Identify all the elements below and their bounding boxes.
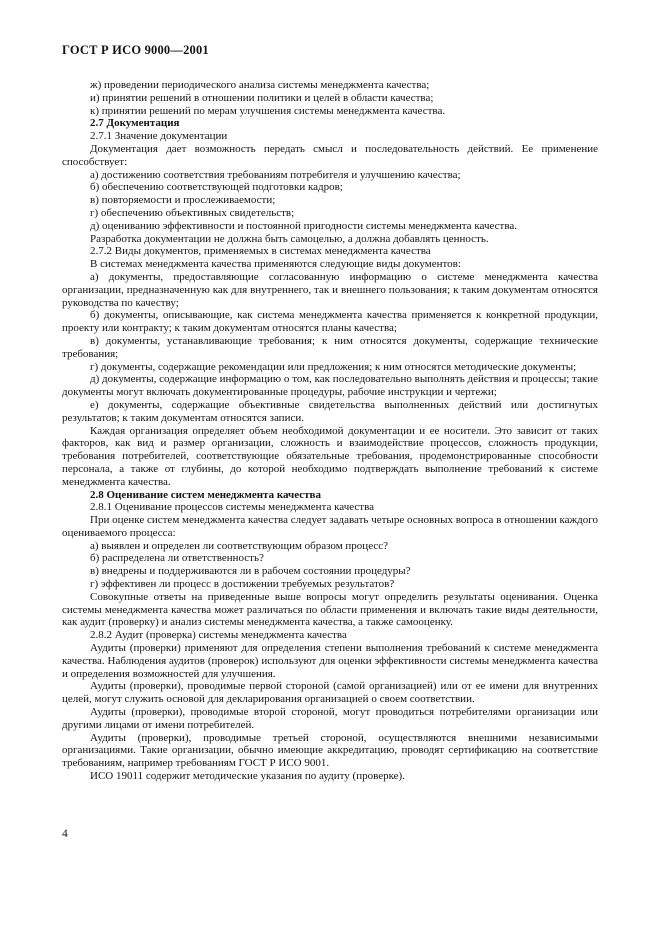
subsection-heading-2-8-2: 2.8.2 Аудит (проверка) системы менеджмента качества xyxy=(90,629,347,642)
list-item: в) документы, устанавливающие требования; к ним относятся документы, содержащие технические требования; xyxy=(62,334,598,360)
list-item: г) документы, содержащие рекомендации или предложения; к ним относятся методические документы; xyxy=(90,360,577,373)
list-item: в) повторяемости и прослеживаемости; xyxy=(90,194,276,207)
paragraph: Разработка документации не должна быть самоцелью, а должна добавлять ценность. xyxy=(90,232,489,245)
list-item: д) оцениванию эффективности и постоянной пригодности системы менеджмента качества. xyxy=(90,219,517,232)
list-item: а) выявлен и определен ли соответствующим образом процесс? xyxy=(90,539,388,552)
paragraph: В системах менеджмента качества применяются следующие виды документов: xyxy=(90,258,461,271)
paragraph: Совокупные ответы на приведенные выше вопросы могут определить результаты оценивания. Оценка системы менеджмента качества может различаться по области применения и включать такие виды деятельности, как аудит (проверку) и анализ системы менеджмента качества, а также самооценку. xyxy=(62,590,598,629)
document-body xyxy=(62,79,598,783)
list-item: в) внедрены и поддерживаются ли в рабочем состоянии процедуры? xyxy=(90,565,411,578)
section-heading-2-8: 2.8 Оценивание систем менеджмента качества xyxy=(90,488,321,501)
subsection-heading-2-8-1: 2.8.1 Оценивание процессов системы менеджмента качества xyxy=(90,501,375,514)
subsection-heading-2-7-2: 2.7.2 Виды документов, применяемых в системах менеджмента качества xyxy=(90,245,431,258)
paragraph: При оценке систем менеджмента качества следует задавать четыре основных вопроса в отношении каждого оцениваемого процесса: xyxy=(62,514,598,539)
list-item: б) обеспечению соответствующей подготовки кадров; xyxy=(90,181,343,194)
paragraph: Аудиты (проверки), проводимые первой стороной (самой организацией) или от ее имени для внутренних целей, могут служить основой для декларирования организацией о своем соответствии. xyxy=(62,680,598,706)
list-item: б) распределена ли ответственность? xyxy=(90,552,264,565)
list-item: г) эффективен ли процесс в достижении требуемых результатов? xyxy=(90,578,395,591)
page-number: 4 xyxy=(62,828,68,840)
paragraph: Документация дает возможность передать смысл и последовательность действий. Ее применение способствует: xyxy=(62,142,598,168)
subsection-heading-2-7-1: 2.7.1 Значение документации xyxy=(90,130,228,143)
paragraph: ИСО 19011 содержит методические указания по аудиту (проверке). xyxy=(90,770,405,783)
list-item: а) достижению соответствия требованиям потребителя и улучшению качества; xyxy=(90,168,461,181)
list-item-i: и) принятии решений в отношении политики и целей в области качества; xyxy=(90,91,434,104)
section-heading-2-7: 2.7 Документация xyxy=(90,117,180,130)
list-item: г) обеспечению объективных свидетельств; xyxy=(90,206,295,219)
paragraph: Аудиты (проверки), проводимые второй стороной, могут проводиться потребителями организации или другими лицами от имени потребителей. xyxy=(62,706,598,731)
paragraph: Каждая организация определяет объем необходимой документации и ее носители. Это зависит от таких факторов, как вид и размер организации, сложность и взаимодействие процессов, сложность продукции, требования потребителей, соответствующие обязательные требования, продемонстрированные способности персонала, а также от глубины, до которой необходимо подтверждать выполнение требований к системе менеджмента качества. xyxy=(62,424,598,488)
list-item: а) документы, предоставляющие согласованную информацию о системе менеджмента качества организации, предназначенную как для внутреннего, так и внешнего пользования; к таким документам относятся руководства по качеству; xyxy=(62,270,598,309)
list-item: е) документы, содержащие объективные свидетельства выполненных действий или достигнутых результатов; к таким документам относятся записи. xyxy=(62,398,598,424)
list-item-k: к) принятии решений по мерам улучшения системы менеджмента качества. xyxy=(90,104,446,117)
list-item: б) документы, описывающие, как система менеджмента качества применяется к конкретной продукции, проекту или контракту; к таким документам относятся планы качества; xyxy=(62,309,598,335)
document-header: ГОСТ Р ИСО 9000—2001 xyxy=(62,43,209,57)
list-item-zh: ж) проведении периодического анализа системы менеджмента качества; xyxy=(90,79,430,91)
list-item: д) документы, содержащие информацию о том, как последовательно выполнять действия и процессы; такие документы могут включать документированные процедуры, рабочие инструкции и чертежи; xyxy=(62,373,598,399)
paragraph: Аудиты (проверки) применяют для определения степени выполнения требований к системе менеджмента качества. Наблюдения аудитов (проверок) используют для оценки эффективности системы менеджмента качества и определения возможностей для улучшения. xyxy=(62,642,598,680)
paragraph: Аудиты (проверки), проводимые третьей стороной, осуществляются внешними независимыми организациями. Такие организации, обычно имеющие аккредитацию, проводят сертификацию на соответствие требованиям, например требованиям ГОСТ Р ИСО 9001. xyxy=(62,731,598,770)
